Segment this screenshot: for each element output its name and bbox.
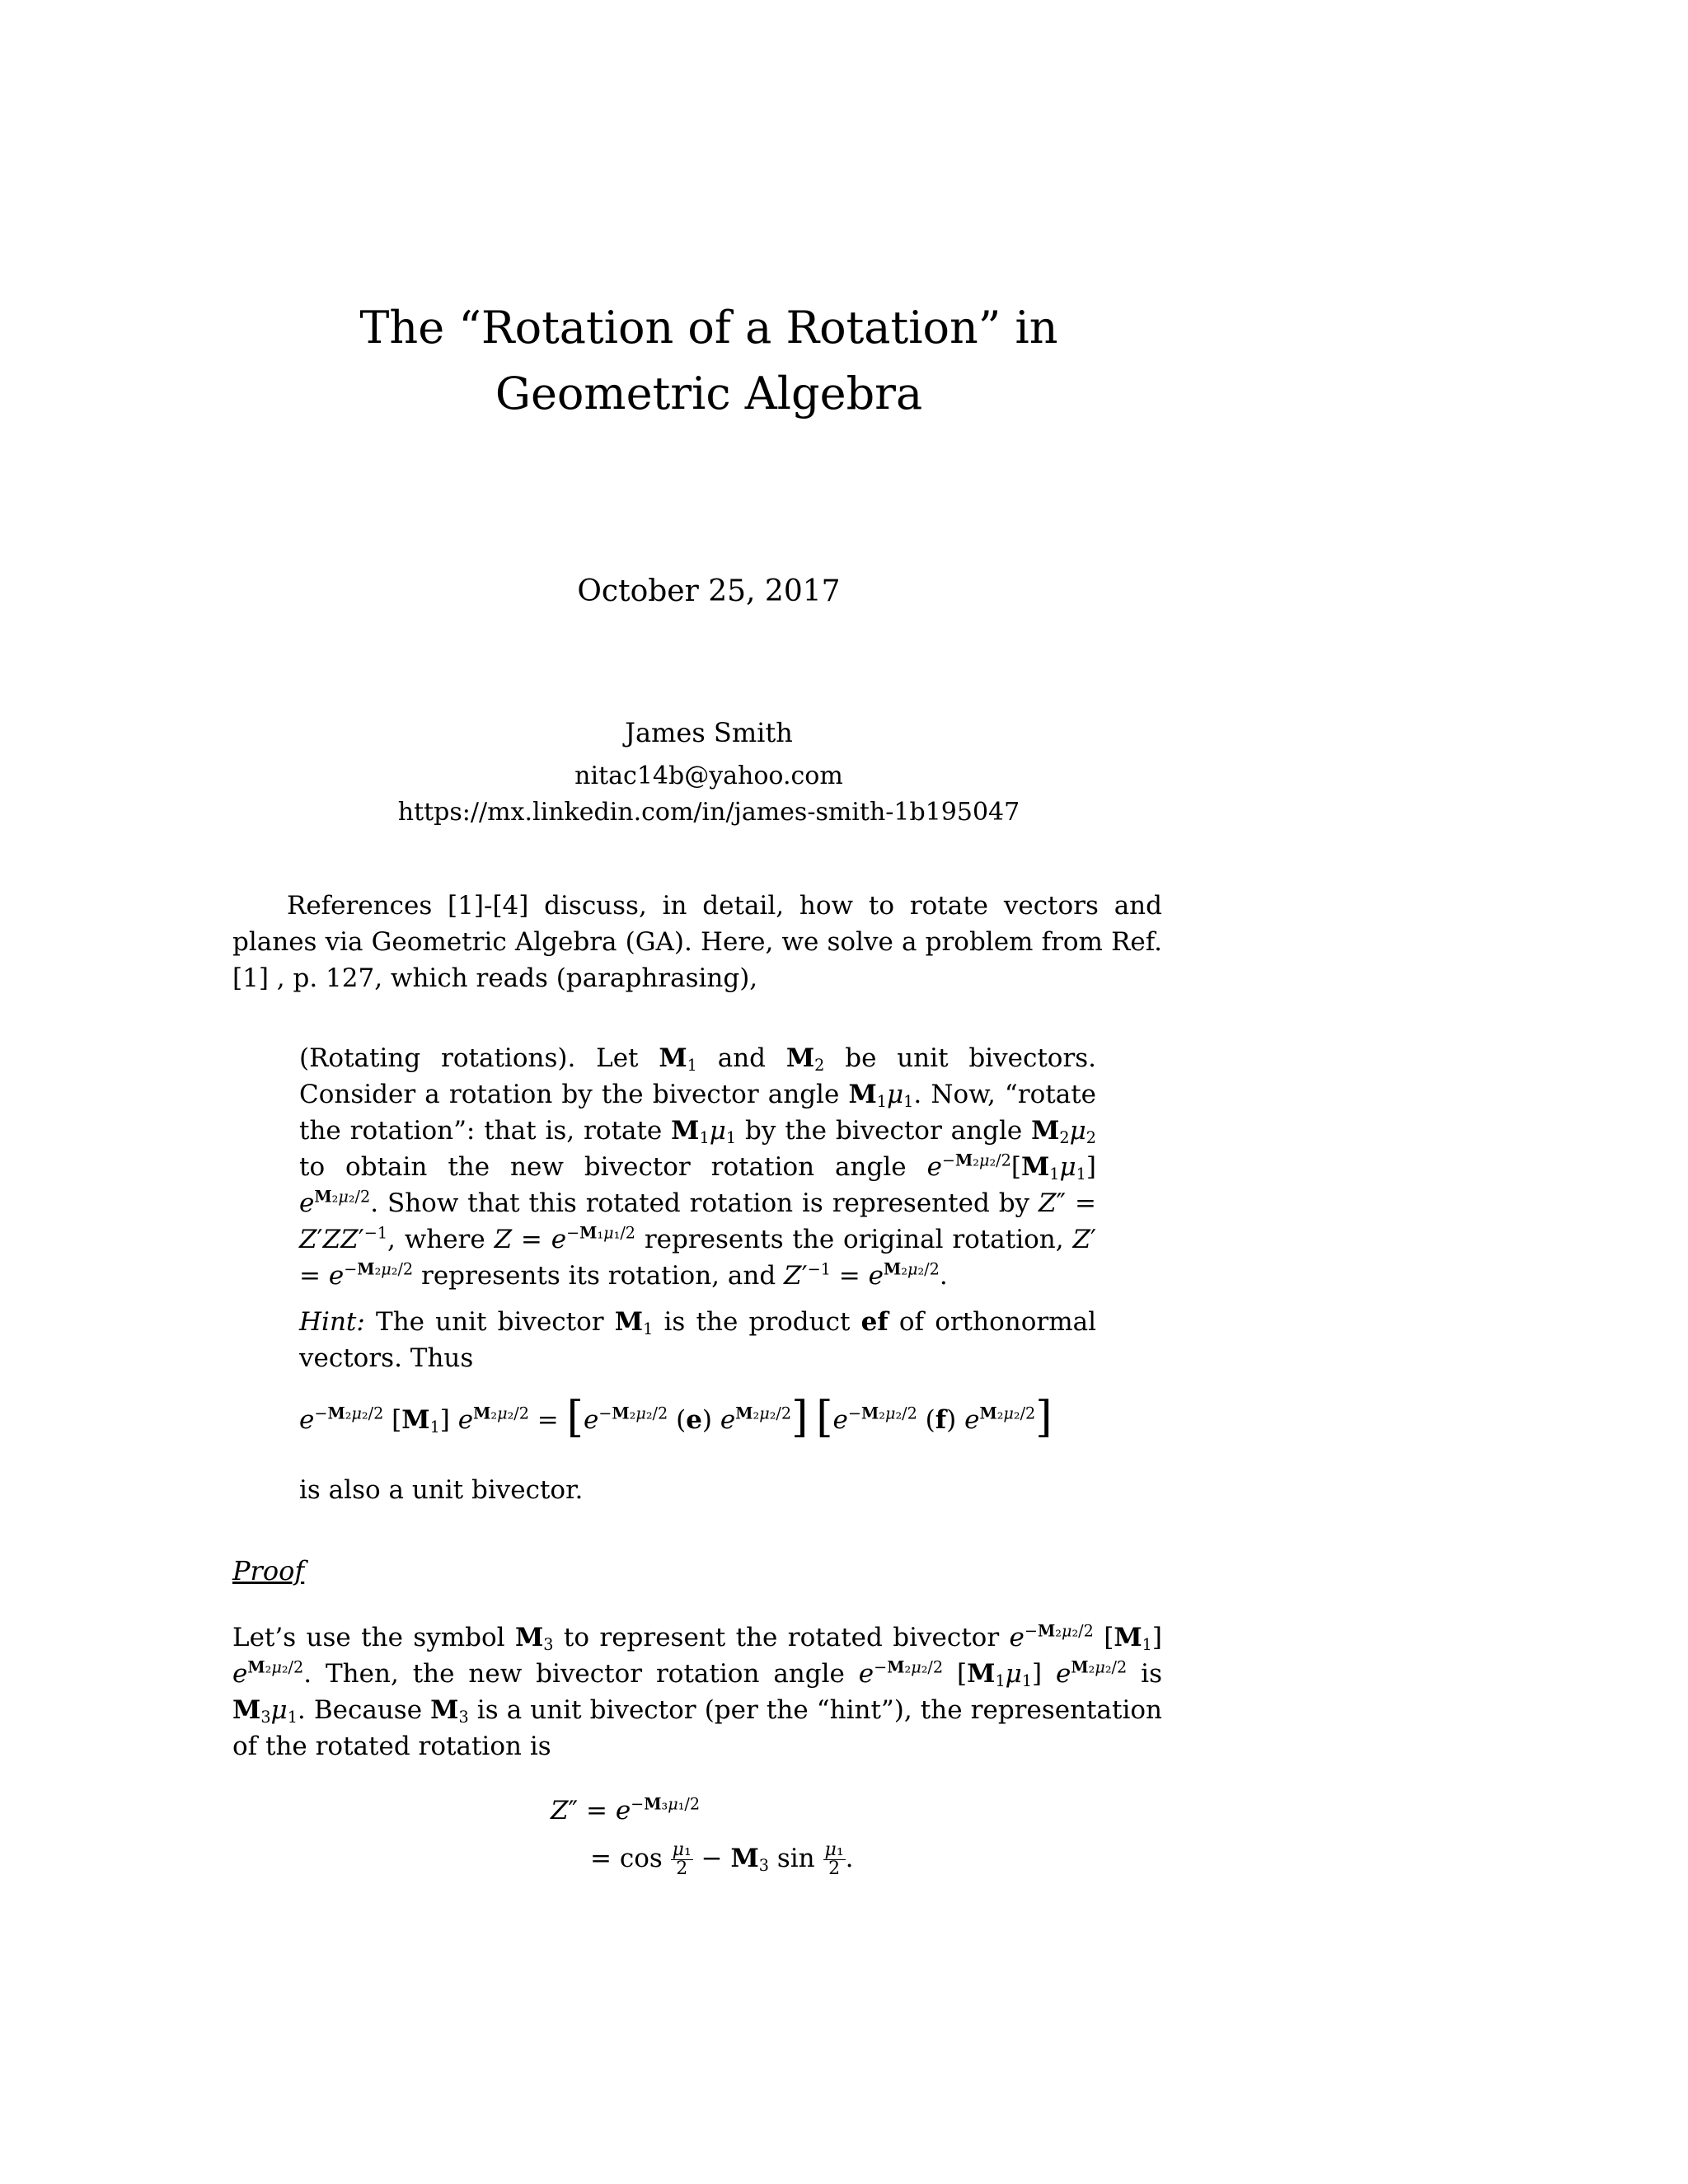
rotated-rotation-equation [551, 1787, 854, 1882]
problem-text-6: . Show that this rotated rotation is represented by [370, 1188, 1030, 1218]
problem-text-8: represents the original rotation, [644, 1225, 1064, 1254]
hint-equation: $e^{-M_2\mu_2/2}$ $[M_1] e^{M_2\mu_2/2} = [e^{-M_2\mu_2/2}$ (e) $e^{M_2\mu_2/2}$] [$e^{-M_2\mu_2/2}$ (f) $e^{M_2\mu_2/2}$] [299, 1393, 1053, 1442]
equation-line-1: $Z'' = e^{-M_3\mu_1/2}$ [551, 1794, 701, 1825]
hint-text-2: is the product [663, 1307, 851, 1337]
hint-paragraph: Hint: The unit bivector $M_1$ is the product ef of orthonormal vectors. Thus [299, 1307, 1097, 1373]
problem-text-7: , where [387, 1225, 485, 1254]
problem-text-9: represents its rotation, and [421, 1261, 776, 1291]
proof-text-2: to represent the rotated bivector [563, 1623, 1000, 1652]
author-email: nitac14b@yahoo.com [574, 762, 843, 790]
problem-text-1: and [717, 1043, 767, 1073]
problem-lead: (Rotating rotations). Let [299, 1043, 639, 1073]
proof-text-3: Then, the new bivector rotation angle [325, 1659, 845, 1689]
proof-text-1: Let’s use the symbol [232, 1623, 505, 1652]
intro-paragraph [232, 888, 1162, 996]
author-name: James Smith [625, 717, 793, 748]
author-url: https://mx.linkedin.com/in/james-smith-1b195047 [397, 798, 1020, 827]
proof-text-5: . Because [297, 1695, 423, 1725]
proof-heading: Proof [232, 1555, 305, 1586]
paper-date: October 25, 2017 [577, 574, 841, 608]
hint-text-1: The unit bivector [376, 1307, 604, 1337]
problem-statement: (Rotating rotations). Let $M_1$ and $M_2$ be unit bivectors. Consider a rotation by the bivector angle $M_1\mu_1$. Now, “rotate the rotation”: that is, rotate $M_1\mu_1$ by the bivector angle $M_2\mu_2$ to obtain the new bivector rotation angle $e^{-M_2\mu_2/2}[M_1\mu_1]$ $e^{M_2\mu_2/2}$. Show that this rotated rotation is represented by $Z'' = Z'ZZ'^{-1}$, where $Z = e^{-M_1\mu_1/2}$ represents the original rotation, $Z' = e^{-M_2\mu_2/2}$ represents its rotation, and $Z'^{-1} = e^{M_2\mu_2/2}$. [299, 1043, 1097, 1291]
intro-text: References [1]-[4] discuss, in detail, how to rotate vectors and planes via Geometric Algebra (GA). Here, we solve a problem from Ref. [1] , p. 127, which reads (paraphrasing), [232, 891, 1162, 993]
equation-line-2: = cos $\frac{\text{μ₁}}{2}$ − $M_3$ sin $\frac{\text{μ₁}}{2}$ . [590, 1840, 854, 1879]
hint-closing: is also a unit bivector. [299, 1475, 584, 1505]
hint-label: Hint: [299, 1307, 365, 1337]
problem-text-4: by the bivector angle [744, 1116, 1023, 1146]
paper-title: The “Rotation of a Rotation” in Geometric Algebra [359, 302, 1058, 419]
problem-text-5: to obtain the new bivector rotation angle [299, 1152, 907, 1182]
problem-text-2: be unit bivectors. Consider a rotation by the bivector angle [299, 1043, 1097, 1109]
proof-paragraph: Let’s use the symbol $M_3$ to represent the rotated bivector $e^{-M_2\mu_2/2}$ $[M_1]$ $e^{M_2\mu_2/2}$. Then, the new bivector rotation angle $e^{-M_2\mu_2/2}$ $[M_1\mu_1]$ $e^{M_2\mu_2/2}$ is $M_3\mu_1$. Because $M_3$ is a unit bivector (per the “hint”), the representation of the rotated rotation is [232, 1621, 1162, 1761]
proof-text-4: is [1141, 1659, 1162, 1689]
hint-text-3: of orthonormal vectors. Thus [299, 1307, 1097, 1373]
problem-text-3: . Now, “rotate the rotation”: that is, rotate [299, 1080, 1096, 1146]
proof-text-6: is a unit bivector (per the “hint”), the representation of the rotated rotation is [232, 1695, 1162, 1761]
